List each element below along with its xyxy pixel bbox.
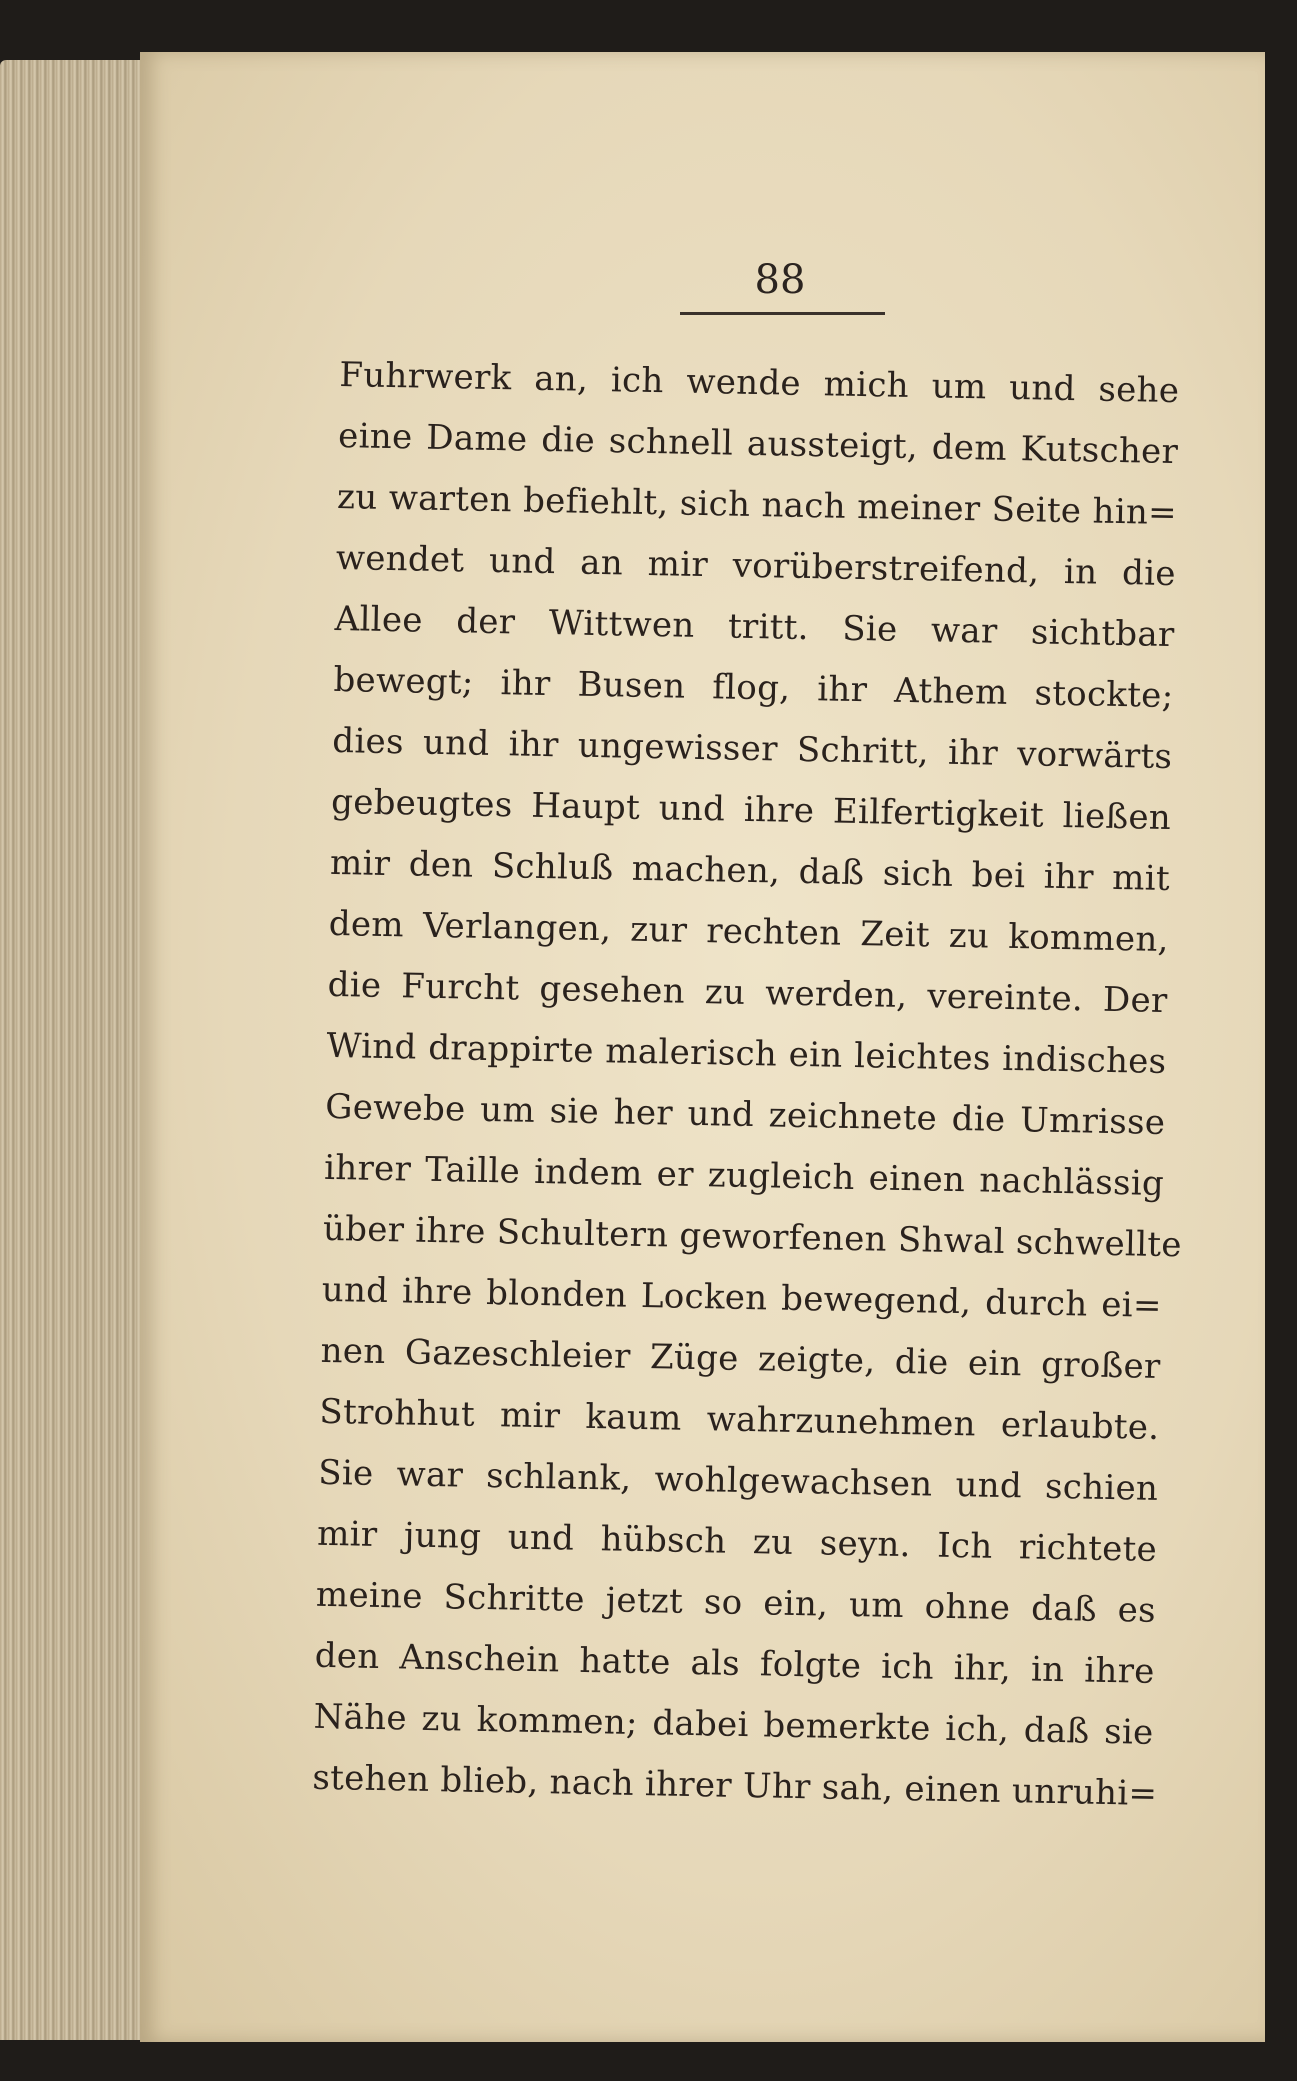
- text-line: zu warten befiehlt, sich nach meiner Seite hin=: [336, 476, 1178, 534]
- text-line: und ihre blonden Locken bewegend, durch ei=: [321, 1269, 1163, 1326]
- text-line: Strohhut mir kaum wahrzunehmen erlaubte.: [319, 1391, 1160, 1448]
- text-line: dem Verlangen, zur rechten Zeit zu kommen,: [328, 903, 1170, 961]
- text-line: Gewebe um sie her und zeichnete die Umrisse: [324, 1086, 1166, 1143]
- text-line: Fuhrwerk an, ich wende mich um und sehe: [339, 354, 1180, 412]
- text-line: über ihre Schultern geworfenen Shwal schwellte: [322, 1208, 1183, 1266]
- text-line: Sie war schlank, wohlgewachsen und schien: [317, 1452, 1159, 1509]
- text-line: stehen blieb, nach ihrer Uhr sah, einen unruhi=: [312, 1757, 1158, 1814]
- header-rule: [680, 312, 885, 315]
- text-line: meine Schritte jetzt so ein, um ohne daß es: [315, 1574, 1157, 1631]
- text-line: den Anschein hatte als folgte ich ihr, in ihre: [314, 1635, 1156, 1692]
- text-line: Allee der Wittwen tritt. Sie war sichtbar: [334, 598, 1175, 656]
- text-line: gebeugtes Haupt und ihre Eilfertigkeit ließen: [330, 781, 1172, 839]
- text-line: bewegt; ihr Busen flog, ihr Athem stockte;: [333, 659, 1174, 717]
- body-text: [312, 345, 1183, 1825]
- page-edges: [0, 60, 150, 2040]
- text-line: nen Gazeschleier Züge zeigte, die ein großer: [320, 1330, 1161, 1387]
- text-line: ihrer Taille indem er zugleich einen nachlässig: [323, 1147, 1165, 1204]
- text-line: Wind drappirte malerisch ein leichtes indisches: [326, 1025, 1167, 1082]
- text-line: dies und ihr ungewisser Schritt, ihr vorwärts: [332, 720, 1173, 778]
- text-line: mir den Schluß machen, daß sich bei ihr mit: [329, 842, 1171, 900]
- text-line: wendet und an mir vorüberstreifend, in die: [335, 537, 1177, 595]
- text-line: die Furcht gesehen zu werden, vereinte. Der: [327, 964, 1168, 1022]
- text-line: Nähe zu kommen; dabei bemerkte ich, daß sie: [313, 1696, 1154, 1753]
- text-line: mir jung und hübsch zu seyn. Ich richtete: [316, 1513, 1158, 1570]
- page-number: 88: [754, 257, 806, 303]
- text-line: eine Dame die schnell aussteigt, dem Kutscher: [337, 415, 1179, 473]
